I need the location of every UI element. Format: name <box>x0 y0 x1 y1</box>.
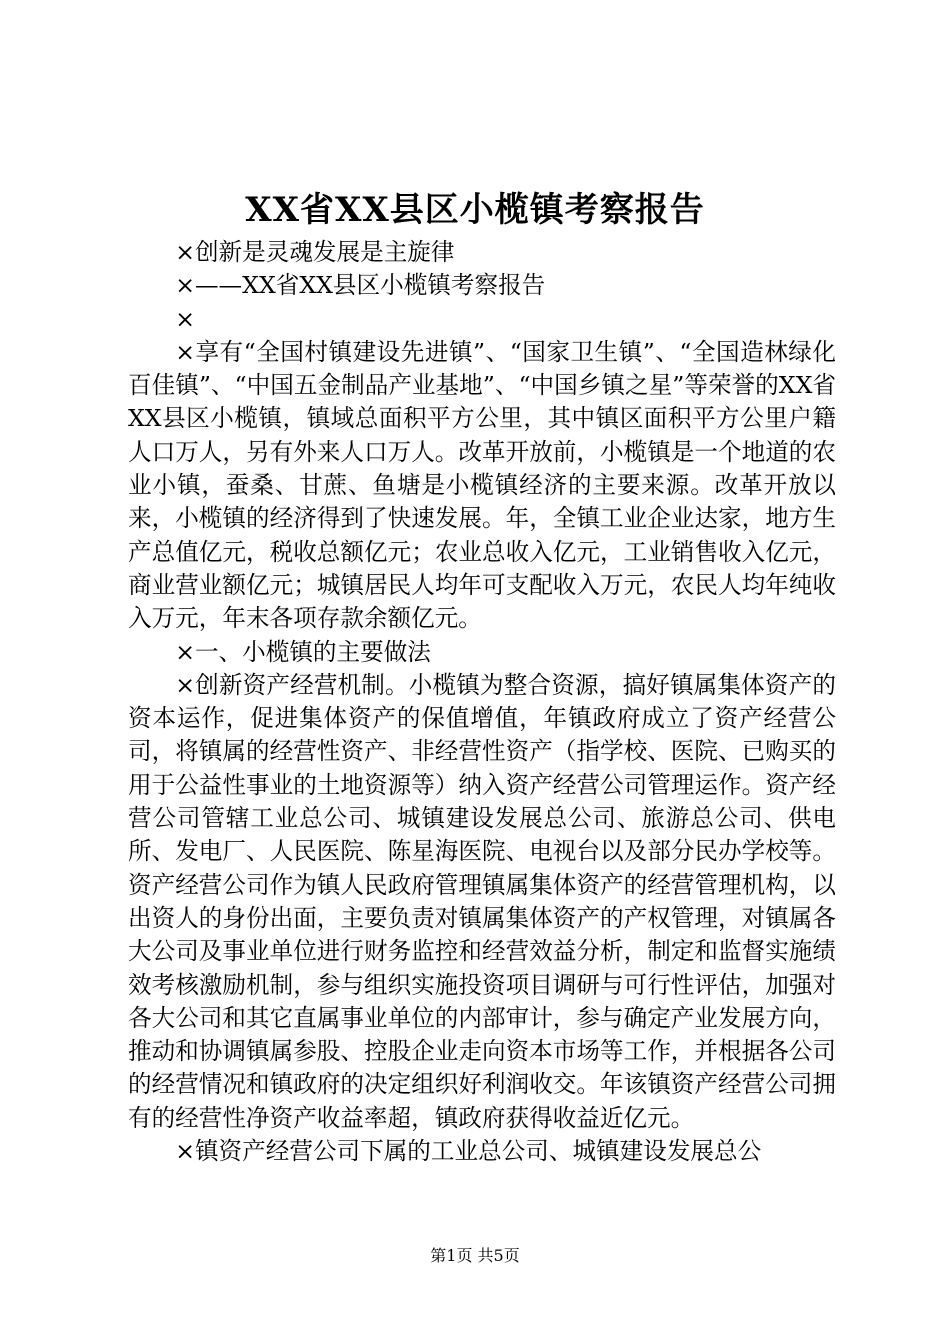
section-heading: ×一、小榄镇的主要做法 <box>175 637 431 666</box>
paragraph-continued: ×镇资产经营公司下属的工业总公司、城镇建设发展总公 <box>175 1137 762 1166</box>
paragraph-marker: × <box>175 304 195 333</box>
page-footer: 第1页 共5页 <box>430 1246 520 1265</box>
paragraph-report-title: ×——XX省XX县区小榄镇考察报告 <box>175 271 546 300</box>
paragraph-intro: ×享有“全国村镇建设先进镇”、“国家卫生镇”、“全国造林绿化百佳镇”、“中国五金制品产业基地”、“中国乡镇之星”等荣誉的XX省XX县区小榄镇，镇域总面积平方公里，其中镇区面积平方公里户籍人口万人，另有外来人口万人。改革开放前，小榄镇是一个地道的农业小镇，蚕桑、甘蔗、鱼塘是小榄镇经济的主要来源。改革开放以来，小榄镇的经济得到了快速发展。年，全镇工业企业达家，地方生产总值亿元，税收总额亿元；农业总收入亿元，工业销售收入亿元，商业营业额亿元；城镇居民人均年可支配收入万元，农民人均年纯收入万元，年末各项存款余额亿元。 <box>128 337 836 633</box>
document-body <box>128 236 836 1168</box>
paragraph-subtitle: ×创新是灵魂发展是主旋律 <box>175 238 455 266</box>
document-title: XX省XX县区小榄镇考察报告 <box>245 190 705 230</box>
paragraph-asset-management: ×创新资产经营机制。小榄镇为整合资源，搞好镇属集体资产的资本运作，促进集体资产的保值增值，年镇政府成立了资产经营公司，将镇属的经营性资产、非经营性资产（指学校、医院、已购买的用于公益性事业的土地资源等）纳入资产经营公司管理运作。资产经营公司管辖工业总公司、城镇建设发展总公司、旅游总公司、供电所、发电厂、人民医院、陈星海医院、电视台以及部分民办学校等。资产经营公司作为镇人民政府管理镇属集体资产的经营管理机构，以出资人的身份出面，主要负责对镇属集体资产的产权管理，对镇属各大公司及事业单位进行财务监控和经营效益分析，制定和监督实施绩效考核激励机制，参与组织实施投资项目调研与可行性评估，加强对各大公司和其它直属事业单位的内部审计，参与确定产业发展方向，推动和协调镇属参股、控股企业走向资本市场等工作，并根据各公司的经营情况和镇政府的决定组织好利润收交。年该镇资产经营公司拥有的经营性净资产收益率超，镇政府获得收益近亿元。 <box>128 670 836 1132</box>
